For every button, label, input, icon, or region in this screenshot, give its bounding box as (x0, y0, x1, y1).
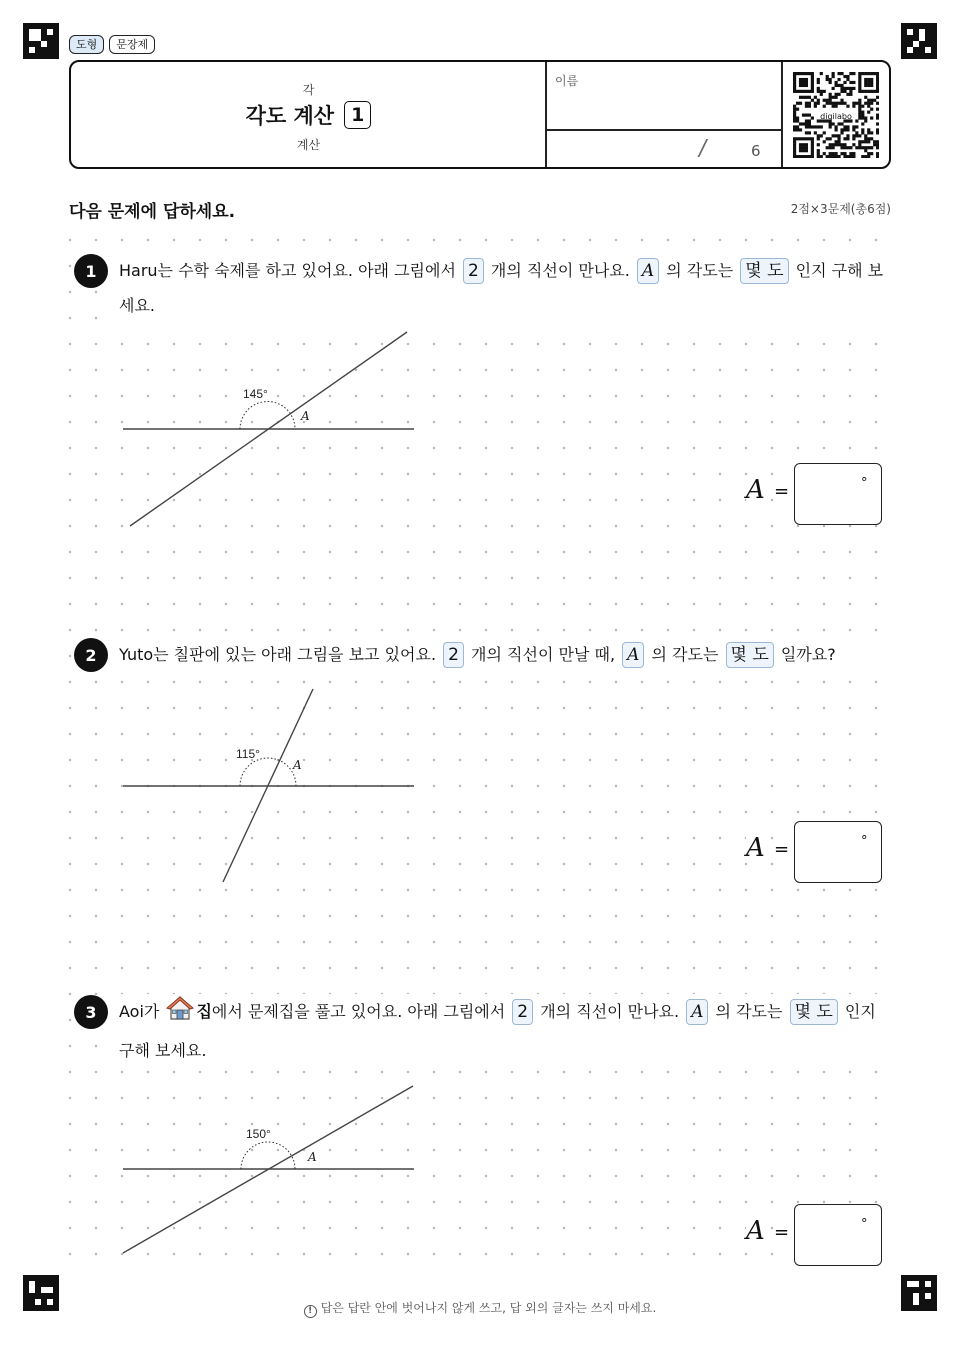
angle-variable-label: A (308, 1150, 317, 1164)
header-subtitle-top: 각 (302, 83, 315, 97)
question-number-badge: 1 (74, 254, 108, 288)
highlight-box: 2 (512, 999, 533, 1025)
instruction-text: 다음 문제에 답하세요. (69, 202, 236, 222)
footer-text: 답은 답란 안에 벗어나지 않게 쓰고, 답 외의 글자는 쓰지 마세요. (320, 1301, 657, 1315)
header-subtitle-bottom: 계산 (296, 138, 321, 152)
answer-variable: A (746, 1216, 765, 1246)
score-info: 2점×3문제(총6점) (790, 202, 891, 216)
answer-box (746, 1204, 886, 1268)
highlight-box: 2 (443, 642, 464, 668)
angle-variable-label: A (293, 758, 302, 772)
header-divider (781, 62, 783, 167)
variable-box: A (622, 642, 644, 668)
qr-code-icon (793, 72, 879, 158)
question-text-segment: 의 각도는 (661, 261, 739, 280)
answer-variable: A (746, 475, 765, 505)
question-text-segment: 에서 문제집을 풀고 있어요. 아래 그림에서 (211, 1002, 511, 1021)
tag-shape: 도형 (69, 35, 104, 54)
angle-variable-label: A (301, 409, 310, 423)
title-block (71, 62, 546, 167)
question-text-segment: Haru는 수학 숙제를 하고 있어요. 아래 그림에서 (119, 261, 461, 280)
question-text-segment: 의 각도는 (646, 645, 724, 664)
footer-note (0, 1299, 960, 1318)
corner-marker-top-left (23, 23, 59, 59)
corner-marker-top-right (901, 23, 937, 59)
answer-box (746, 821, 886, 885)
qr-caption: digilabo (820, 112, 852, 121)
equals-sign: = (774, 839, 790, 860)
name-field-label: 이름 (555, 74, 579, 88)
score-total: 6 (751, 142, 761, 160)
variable-box: A (686, 999, 708, 1025)
question-text-segment: 의 각도는 (710, 1002, 788, 1021)
angle-label: 150° (246, 1127, 271, 1141)
highlight-box: 2 (463, 258, 484, 284)
question-text-segment: Aoi가 (119, 1002, 165, 1021)
header-divider (546, 129, 781, 131)
angle-label: 145° (243, 387, 268, 401)
house-icon (166, 995, 194, 1033)
answer-input[interactable] (794, 1204, 882, 1266)
question-text-segment: 일까요? (775, 645, 836, 664)
warning-icon: ! (304, 1305, 317, 1318)
question-2-figure (115, 683, 425, 892)
category-tags (69, 35, 155, 54)
header-divider (545, 62, 547, 167)
question-2-text (119, 637, 889, 672)
equals-sign: = (774, 481, 790, 502)
score-slash: / (696, 136, 709, 161)
tag-word-problem: 문장제 (109, 35, 155, 54)
question-number-badge: 3 (74, 995, 108, 1029)
question-1-text (119, 253, 889, 323)
degree-symbol: ° (861, 476, 868, 491)
highlight-box: 몇 도 (726, 642, 774, 668)
worksheet-header (69, 60, 891, 169)
highlight-box: 몇 도 (790, 999, 838, 1025)
question-1-figure (115, 325, 425, 539)
question-text-segment: 인지 구해 보세요. (119, 261, 884, 315)
page-title-text: 각도 계산 (245, 104, 335, 128)
degree-symbol: ° (861, 1217, 868, 1232)
page-title (71, 100, 546, 130)
question-text-segment: 개의 직선이 만나요. (535, 1002, 685, 1021)
equals-sign: = (774, 1222, 790, 1243)
question-text-segment: 개의 직선이 만날 때, (465, 645, 621, 664)
question-text-segment: Yuto는 칠판에 있는 아래 그림을 보고 있어요. (119, 645, 442, 664)
question-3-text (119, 994, 889, 1068)
question-3-figure (115, 1080, 425, 1264)
degree-symbol: ° (861, 834, 868, 849)
worksheet-number: 1 (344, 101, 371, 129)
angle-label: 115° (236, 747, 260, 761)
variable-box: A (637, 258, 659, 284)
highlight-box: 몇 도 (740, 258, 788, 284)
question-number-badge: 2 (74, 638, 108, 672)
answer-input[interactable] (794, 463, 882, 525)
answer-variable: A (746, 833, 765, 863)
question-bold-word: 집 (196, 1002, 212, 1021)
answer-box (746, 463, 886, 527)
answer-input[interactable] (794, 821, 882, 883)
question-text-segment: 인지 구해 보세요. (119, 1002, 876, 1060)
question-text-segment: 개의 직선이 만나요. (485, 261, 635, 280)
